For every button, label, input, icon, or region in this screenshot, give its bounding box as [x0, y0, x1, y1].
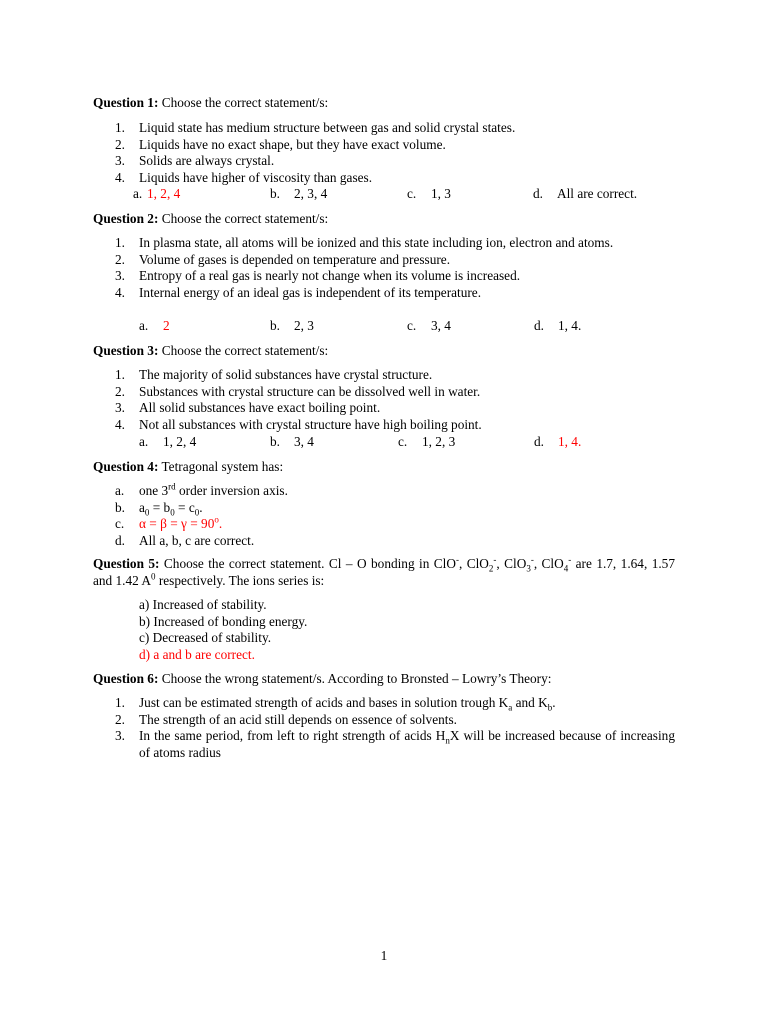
option-text: All a, b, c are correct.	[139, 532, 255, 548]
question-5-heading	[93, 556, 675, 589]
statement-item: 3. In the same period, from left to right strength of acids $H_nX$ will be increased because of increasing of atoms radius	[115, 728, 675, 760]
option-d: d. 1, 4.	[534, 434, 582, 449]
question-label: Question 5:	[93, 556, 160, 571]
question-label: Question 6:	[93, 671, 159, 686]
option-d: d. All are correct.	[533, 186, 638, 201]
statement-text: Not all substances with crystal structure have high boiling point.	[139, 416, 482, 432]
question-2-options	[139, 318, 699, 335]
option-text: 1, 4.	[558, 434, 582, 449]
option-text: 1, 2, 4	[147, 186, 181, 201]
statement-text: The strength of an acid still depends on essence of solvents.	[139, 711, 457, 727]
statement-item: 2. Volume of gases is depended on temperature and pressure.	[115, 251, 451, 267]
question-prompt: Tetragonal system has:	[161, 459, 284, 474]
option-d: d. 1, 4.	[534, 318, 582, 333]
formula-abc: $a_0 = b_0 = c_0$.	[139, 499, 203, 518]
option-text: All are correct.	[557, 186, 638, 201]
option-b: b. 3, 4	[270, 434, 314, 449]
option-text: one 3	[139, 483, 169, 498]
question-3-options	[139, 434, 699, 451]
option-b: b. 2, 3	[270, 318, 314, 333]
question-2-statements	[115, 235, 675, 301]
statement-item: 1. The majority of solid substances have crystal structure.	[115, 367, 433, 382]
option-text: 2	[163, 318, 170, 333]
question-label: Question 2:	[93, 211, 159, 226]
question-2-heading	[93, 211, 675, 228]
question-prompt: Choose the correct statement/s:	[161, 95, 329, 110]
question-6-heading	[93, 671, 675, 688]
option-c: c. 1, 3	[407, 186, 451, 201]
question-prompt: Choose the correct statement. Cl – O bonding in ClO-, ClO$_2$-, ClO$_3$-, ClO$_4$- are 1.7, 1.64, 1.57 and 1.42 $A^0$ respectively. The ions series is:	[93, 554, 675, 588]
question-4-heading	[93, 459, 675, 476]
option-text: 3, 4	[294, 434, 314, 449]
question-prompt: Choose the correct statement/s:	[161, 211, 329, 226]
statement-text: Liquids have no exact shape, but they have exact volume.	[139, 136, 446, 152]
statement-item: 2. Substances with crystal structure can be dissolved well in water.	[115, 383, 481, 399]
statement-item: 4. Liquids have higher of viscosity than gases.	[115, 169, 373, 185]
option-text: 1, 4.	[558, 318, 582, 333]
statement-text: Solids are always crystal.	[139, 153, 275, 169]
option-b: b) Increased of bonding energy.	[139, 613, 308, 629]
option-c: c) Decreased of stability.	[139, 630, 272, 646]
statement-item: 2. Liquids have no exact shape, but they have exact volume.	[115, 136, 446, 152]
option-text: 2, 3	[294, 318, 314, 333]
superscript: rd	[168, 481, 176, 492]
statement-text: Entropy of a real gas is nearly not change when its volume is increased.	[139, 268, 521, 284]
statement-text: The majority of solid substances have crystal structure.	[139, 367, 433, 382]
statement-item: 1. Liquid state has medium structure between gas and solid crystal states.	[115, 120, 516, 135]
question-1-statements	[115, 120, 675, 186]
question-6-statements	[115, 695, 675, 761]
formula-angles: $\alpha = \beta = \gamma = 90^o$.	[139, 514, 223, 532]
statement-item: 4. Not all substances with crystal structure have high boiling point.	[115, 416, 482, 432]
option-a: a. 1, 2, 4	[139, 434, 197, 449]
page-number: 1	[380, 948, 388, 963]
question-1-heading	[93, 95, 675, 112]
statement-item: 2. The strength of an acid still depends on essence of solvents.	[115, 711, 457, 727]
question-label: Question 4:	[93, 459, 159, 474]
statement-text: Volume of gases is depended on temperature and pressure.	[139, 251, 451, 267]
question-3-statements	[115, 367, 675, 433]
statement-item: 3. All solid substances have exact boiling point.	[115, 400, 381, 416]
option-text: 2, 3, 4	[294, 186, 328, 201]
option-c: c. 1, 2, 3	[398, 434, 456, 449]
statement-item: 3. Solids are always crystal.	[115, 153, 275, 169]
option-a: a. 1, 2, 4	[133, 186, 181, 201]
option-text: 1, 2, 4	[163, 434, 197, 449]
option-text: 1, 3	[431, 186, 451, 201]
statement-text: In the same period, from left to right strength of acids $H_nX$ will be increased because of increasing of atoms radius	[139, 728, 675, 760]
option-c: c. $\alpha = \beta = \gamma = 90^o$.	[115, 514, 223, 532]
option-text-end: order inversion axis.	[175, 483, 288, 498]
question-label: Question 3:	[93, 343, 159, 358]
option-text: 3, 4	[431, 318, 451, 333]
statement-text: Internal energy of an ideal gas is independent of its temperature.	[139, 284, 482, 300]
option-b: b. $a_0 = b_0 = c_0$.	[115, 499, 203, 518]
option-text: 1, 2, 3	[422, 434, 456, 449]
question-label: Question 1:	[93, 95, 159, 110]
statement-text: Just can be estimated strength of acids and bases in solution trough $K_a$ and $K_b$.	[139, 695, 556, 713]
statement-item: 1. Just can be estimated strength of acids and bases in solution trough $K_a$ and $K_b$.	[115, 695, 556, 713]
question-prompt: Choose the correct statement/s:	[161, 343, 329, 358]
option-b: b. 2, 3, 4	[270, 186, 328, 201]
question-1-options	[133, 186, 699, 203]
option-c: c. 3, 4	[407, 318, 451, 333]
option-a: a) Increased of stability.	[139, 597, 267, 612]
option-a: a. 2	[139, 318, 170, 333]
statement-text: Liquid state has medium structure between gas and solid crystal states.	[139, 120, 516, 135]
option-a: a. one 3rd order inversion axis.	[115, 481, 288, 498]
statement-text: In plasma state, all atoms will be ionized and this state including ion, electron and atoms.	[139, 235, 614, 250]
statement-item: 1. In plasma state, all atoms will be ionized and this state including ion, electron and atoms.	[115, 235, 614, 250]
question-5-options	[139, 597, 675, 663]
statement-text: All solid substances have exact boiling point.	[139, 400, 381, 416]
option-d: d. All a, b, c are correct.	[115, 532, 255, 548]
statement-text: Substances with crystal structure can be dissolved well in water.	[139, 383, 481, 399]
statement-item: 3. Entropy of a real gas is nearly not change when its volume is increased.	[115, 268, 521, 284]
question-prompt: Choose the wrong statement/s. According to Bronsted – Lowry’s Theory:	[161, 671, 552, 686]
option-d: d) a and b are correct.	[139, 646, 255, 662]
question-4-options	[115, 481, 675, 549]
question-3-heading	[93, 343, 675, 360]
statement-item: 4. Internal energy of an ideal gas is independent of its temperature.	[115, 284, 482, 300]
statement-text: Liquids have higher of viscosity than gases.	[139, 169, 373, 185]
